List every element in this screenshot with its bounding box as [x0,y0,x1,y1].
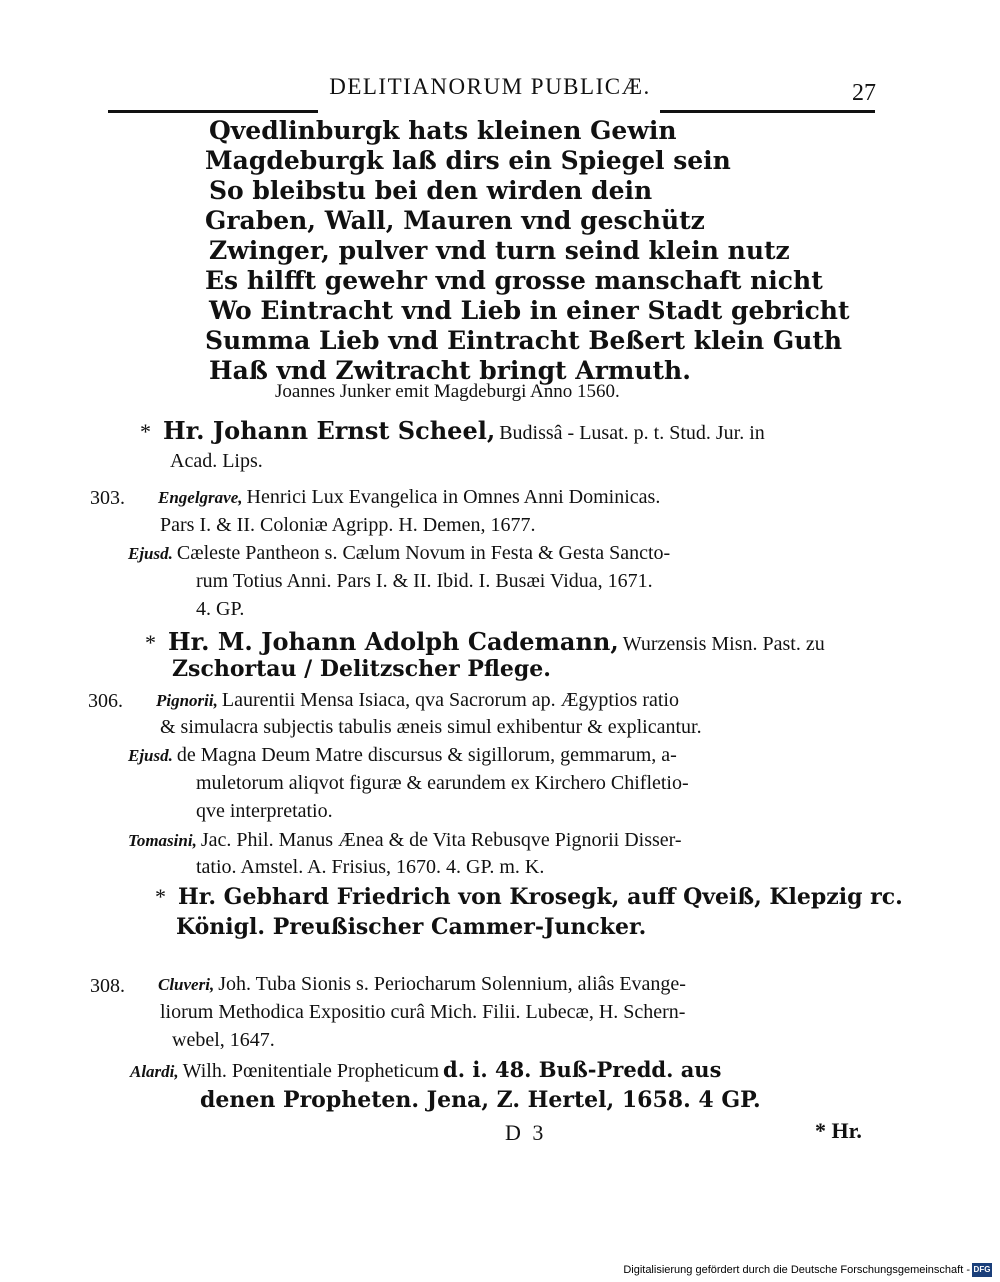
tomasini-label: Tomasini, [128,831,197,850]
signature-mark: D 3 [505,1120,547,1145]
catalog-line: tatio. Amstel. A. Frisius, 1670. 4. GP. m. K. [196,856,545,878]
verse-line: So bleibstu bei den wirden dein [209,176,653,205]
running-head: DELITIANORUM PUBLICÆ. [329,74,651,99]
catalog-line: & simulacra subjectis tabulis æneis simul exhibentur & explicantur. [160,716,702,738]
verse-line: Es hilfft gewehr vnd grosse manschaft nicht [205,266,823,295]
owner-name: Hr. M. Johann Adolph Cademann, [168,627,619,656]
verse-line: Magdeburgk laß dirs ein Spiegel sein [205,146,731,175]
dfg-logo-icon: DFG [972,1263,992,1277]
owner-entry [145,627,825,656]
catalog-line [158,973,686,996]
owner-entry [140,416,765,445]
owner-name: Hr. Gebhard Friedrich von Krosegk, auff Qveiß, Klepzig rc. [178,884,903,910]
owner-details-line: Königl. Preußischer Cammer-Juncker. [176,914,647,940]
author-name: Engelgrave, [158,488,243,507]
verse-line: Graben, Wall, Mauren vnd geschütz [205,206,705,235]
alardi-label: Alardi, [130,1062,179,1081]
author-name: Pignorii, [156,691,218,710]
catalog-line: Pars I. & II. Coloniæ Agripp. H. Demen, 1677. [160,514,536,536]
verse-line: Qvedlinburgk hats kleinen Gewin [209,116,677,145]
ejusd-label: Ejusd. [128,544,173,563]
asterisk-mark: * [155,884,166,909]
catalog-line [130,1057,721,1083]
header-rule-left [108,110,318,113]
catalog-line: 4. GP. [196,598,245,620]
ejusd-label: Ejusd. [128,746,173,765]
verse-line: Zwinger, pulver vnd turn seind klein nutz [209,236,790,265]
catalog-number: 308. [90,975,125,997]
catalog-line [128,829,682,852]
verse-attribution: Joannes Junker emit Magdeburgi Anno 1560. [275,381,620,402]
catalog-line: denen Propheten. Jena, Z. Hertel, 1658. 4 GP. [200,1087,761,1113]
title-text: Wilh. Pœnitentiale Propheticum [182,1060,440,1082]
owner-details: Budissâ - Lusat. p. t. Stud. Jur. in [499,422,765,444]
page-number: 27 [852,80,876,106]
catalog-number: 306. [88,690,123,712]
owner-details: Wurzensis Misn. Past. zu [622,633,825,655]
catalog-line: liorum Methodica Expositio curâ Mich. Filii. Lubecæ, H. Schern- [160,1001,686,1023]
catalog-line [128,744,677,767]
header-rule-right [660,110,875,113]
owner-details-line: Acad. Lips. [170,450,263,472]
catalog-line [156,689,679,712]
catalog-line [128,542,670,565]
catalog-number: 303. [90,487,125,509]
catchword: * Hr. [815,1118,862,1143]
catalog-line: rum Totius Anni. Pars I. & II. Ibid. I. Busæi Vidua, 1671. [196,570,653,592]
verse-line: Summa Lieb vnd Eintracht Beßert klein Guth [205,326,843,355]
catalog-line: qve interpretatio. [196,800,333,822]
title-text: Henrici Lux Evangelica in Omnes Anni Dominicas. [246,486,661,508]
author-name: Cluveri, [158,975,215,994]
digitization-note: Digitalisierung gefördert durch die Deutsche Forschungsgemeinschaft - [623,1264,970,1276]
catalog-line: muletorum aliqvot figuræ & earundem ex Kirchero Chifletio- [196,772,689,794]
title-text: Joh. Tuba Sionis s. Periocharum Solennium, aliâs Evange- [218,973,686,995]
catalog-line [158,486,660,509]
title-text: Cæleste Pantheon s. Cælum Novum in Festa & Gesta Sancto- [176,542,671,564]
owner-name: Hr. Johann Ernst Scheel, [163,416,496,445]
title-text-fraktur: d. i. 48. Buß-Predd. aus [443,1057,722,1082]
verse-line: Wo Eintracht vnd Lieb in einer Stadt gebricht [209,296,850,325]
verse-line: Haß vnd Zwitracht bringt Armuth. [209,356,691,385]
asterisk-mark: * [145,630,156,655]
verse-block [205,116,850,386]
asterisk-mark: * [140,419,151,444]
owner-entry [155,884,903,910]
title-text: Jac. Phil. Manus Ænea & de Vita Rebusqve Pignorii Disser- [200,829,682,851]
title-text: de Magna Deum Matre discursus & sigillorum, gemmarum, a- [176,744,677,766]
title-text: Laurentii Mensa Isiaca, qva Sacrorum ap. Ægyptios ratio [221,689,679,711]
catalog-line: webel, 1647. [172,1029,275,1051]
owner-details-line: Zschortau / Delitzscher Pflege. [172,656,551,682]
